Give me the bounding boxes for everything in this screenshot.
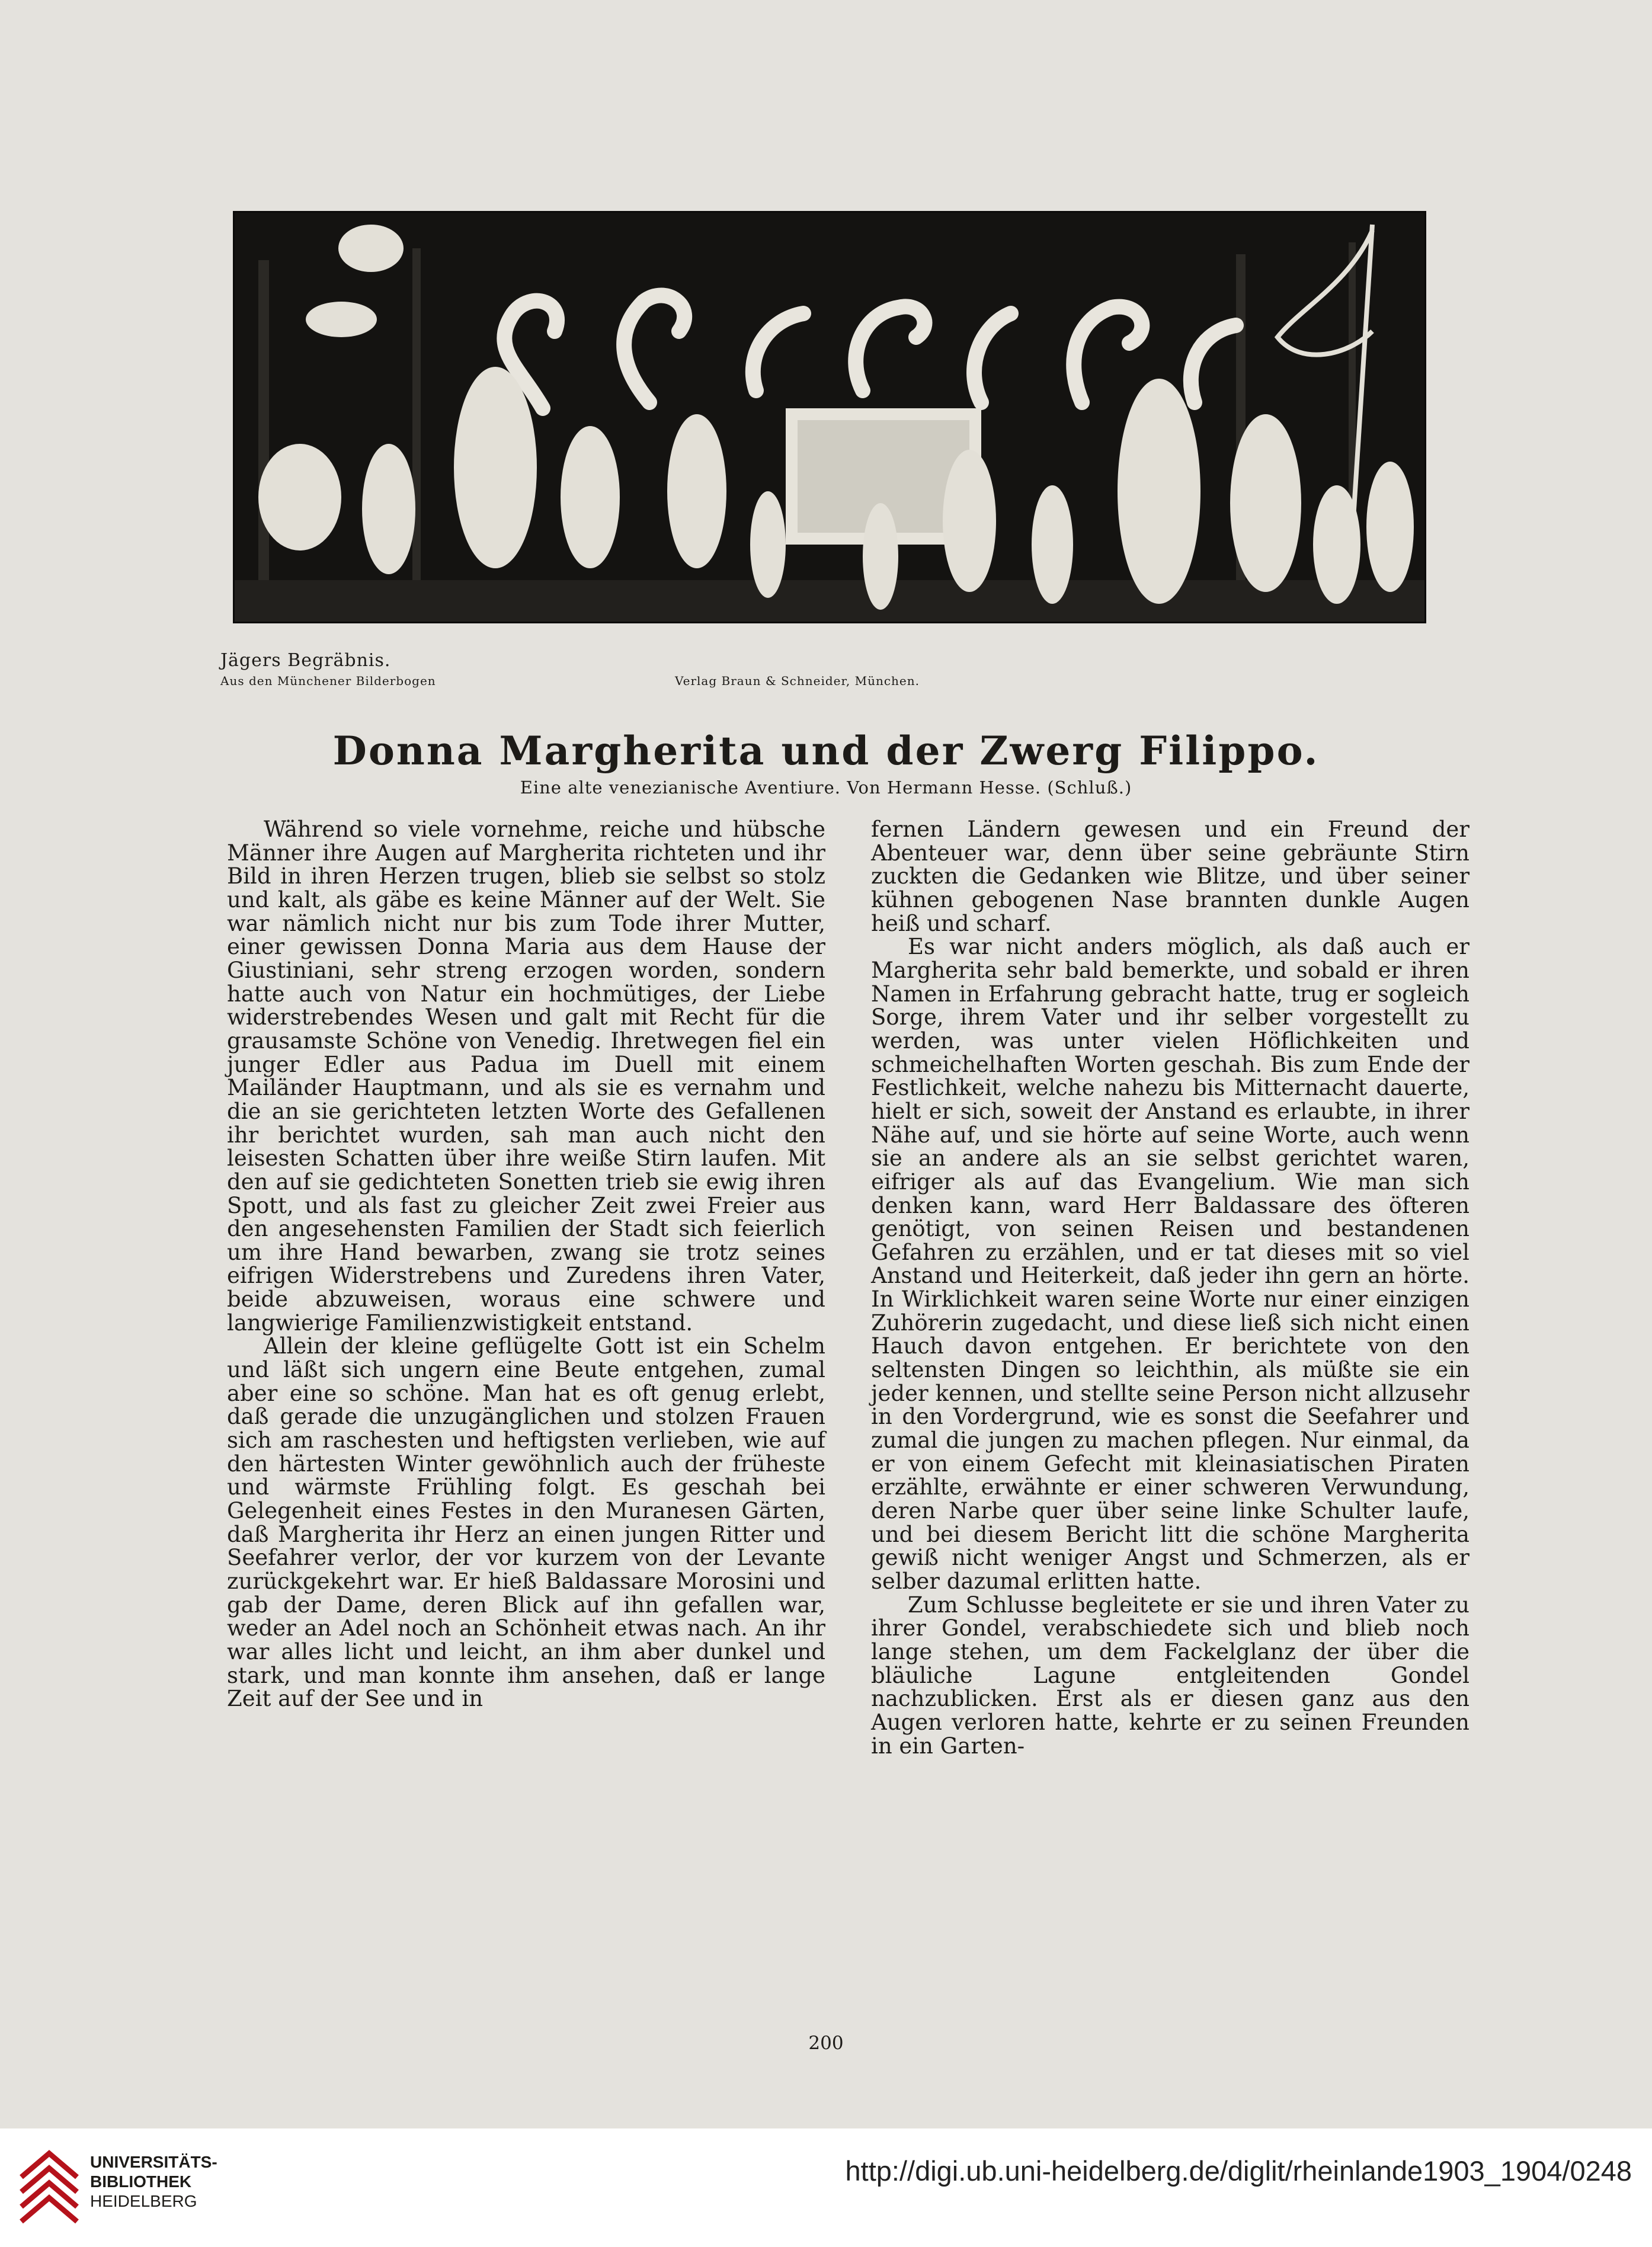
procession-picture	[235, 213, 1424, 622]
woodcut-illustration	[233, 211, 1426, 623]
illustration-caption-title: Jägers Begräbnis.	[220, 650, 391, 671]
paragraph: Allein der kleine geflügelte Gott ist ein Schelm und läßt sich ungern eine Beute entgehen, zumal aber eine so schöne. Man hat es oft genug erlebt, daß gerade die unzugänglichen und stolzen Frauen sich am raschesten und heftigsten verlieben, wie auf den härtesten Winter gewöhnlich auch der früheste und wärmste Frühling folgt. Es geschah bei Gelegenheit eines Festes in den Muranesen Gärten, daß Margherita ihr Herz an einen jungen Ritter und Seefahrer verlor, der vor kurzem von der Levante zurückgekehrt war. Er hieß Baldassare Morosini und gab der Dame, deren Blick auf ihn gefallen war, weder an Adel noch an Schönheit etwas nach. An ihr war alles licht und leicht, an ihm aber dunkel und stark, und man konnte ihm ansehen, daß er lange Zeit auf der See und in	[227, 1333, 825, 1712]
library-logo-icon	[17, 2142, 82, 2230]
article-subtitle: Eine alte venezianische Aventiure. Von Hermann Hesse. (Schluß.)	[520, 777, 1132, 798]
library-name-line: UNIVERSITÄTS-	[90, 2153, 217, 2171]
text-column-right	[871, 818, 1469, 1758]
paragraph: Während so viele vornehme, reiche und hübsche Männer ihre Augen auf Margherita richteten und ihr Bild in ihren Herzen trugen, blieb sie selbst so stolz und kalt, als gäbe es keine Männer auf der Welt. Sie war nämlich nicht nur bis zum Tode ihrer Mutter, einer gewissen Donna Maria aus dem Hause der Giustiniani, sehr streng erzogen worden, sondern hatte auch von Natur ein hochmütiges, der Liebe widerstrebendes Wesen und galt mit Recht für die grausamste Schöne von Venedig. Ihretwegen fiel ein junger Edler aus Padua im Duell mit einem Mailänder Hauptmann, und als sie es vernahm und die an sie gerichteten letzten Worte des Gefallenen ihr berichtet wurden, sah man auch nicht den leisesten Schatten über ihre weiße Stirn laufen. Mit den auf sie gedichteten Sonetten trieb sie ewig ihren Spott, und als fast zu gleicher Zeit zwei Freier aus den angesehensten Familien der Stadt sich feierlich um ihre Hand bewarben, zwang sie trotz seines eifrigen Widerstrebens und Zuredens ihren Vater, beide abzuweisen, woraus eine schwere und langwierige Familienzwistigkeit entstand.	[227, 817, 825, 1336]
page-number: 200	[808, 2032, 844, 2054]
paragraph: fernen Ländern gewesen und ein Freund der Abenteuer war, denn über seine gebräunte Stirn zuckten die Gedanken wie Blitze, und über seiner kühnen gebogenen Nase brannten dunkle Augen heiß und scharf.	[871, 817, 1469, 936]
library-name	[90, 2152, 217, 2211]
permalink-url[interactable]: http://digi.ub.uni-heidelberg.de/diglit/rheinlande1903_1904/0248	[845, 2155, 1632, 2187]
library-name-line: BIBLIOTHEK	[90, 2172, 192, 2191]
library-name-line: HEIDELBERG	[90, 2192, 197, 2210]
paragraph: Zum Schlusse begleitete er sie und ihren Vater zu ihrer Gondel, verabschiedete sich und blieb noch lange stehen, um dem Fackelglanz der über die bläuliche Lagune entgleitenden Gondel nachzublicken. Erst als er diesen ganz aus den Augen verloren hatte, kehrte er zu seinen Freunden in ein Garten-	[871, 1592, 1469, 1759]
caption-source: Aus den Münchener Bilderbogen	[220, 674, 436, 688]
caption-publisher: Verlag Braun & Schneider, München.	[675, 674, 920, 688]
article-title: Donna Margherita und der Zwerg Filippo.	[332, 728, 1320, 774]
viewer-footer	[0, 2128, 1652, 2247]
paragraph: Es war nicht anders möglich, als daß auch er Margherita sehr bald bemerkte, und sobald er ihren Namen in Erfahrung gebracht hatte, trug er sogleich Sorge, ihrem Vater und ihr selber vorgestellt zu werden, was unter vielen Höflichkeiten und schmeichelhaften Worten geschah. Bis zum Ende der Festlichkeit, welche nahezu bis Mitternacht dauerte, hielt er sich, soweit der Anstand es erlaubte, in ihrer Nähe auf, und sie hörte auf seine Worte, auch wenn sie an andere als an sie selbst gerichtet waren, eifriger als auf das Evangelium. Wie man sich denken kann, ward Herr Baldassare des öfteren genötigt, von seinen Reisen und bestandenen Gefahren zu erzählen, und er tat dieses mit so viel Anstand und Heiterkeit, daß jeder ihn gern an hörte. In Wirklichkeit waren seine Worte nur einer einzigen Zuhörerin zugedacht, und diese ließ sich nicht einen Hauch davon entgehen. Er berichtete von den seltensten Dingen so leichthin, als müßte sie ein jeder kennen, und stellte seine Person nicht allzusehr in den Vordergrund, wie es sonst die Seefahrer und zumal die jungen zu machen pflegen. Nur einmal, da er von einem Gefecht mit kleinasiatischen Piraten erzählte, erwähnte er einer schweren Verwundung, deren Narbe quer über seine linke Schulter laufe, und bei diesem Bericht litt die schöne Margherita gewiß nicht weniger Angst und Schmerzen, als er selber dazumal erlitten hatte.	[871, 934, 1469, 1594]
text-column-left	[227, 818, 825, 1711]
illustration-caption-credits	[220, 674, 920, 688]
